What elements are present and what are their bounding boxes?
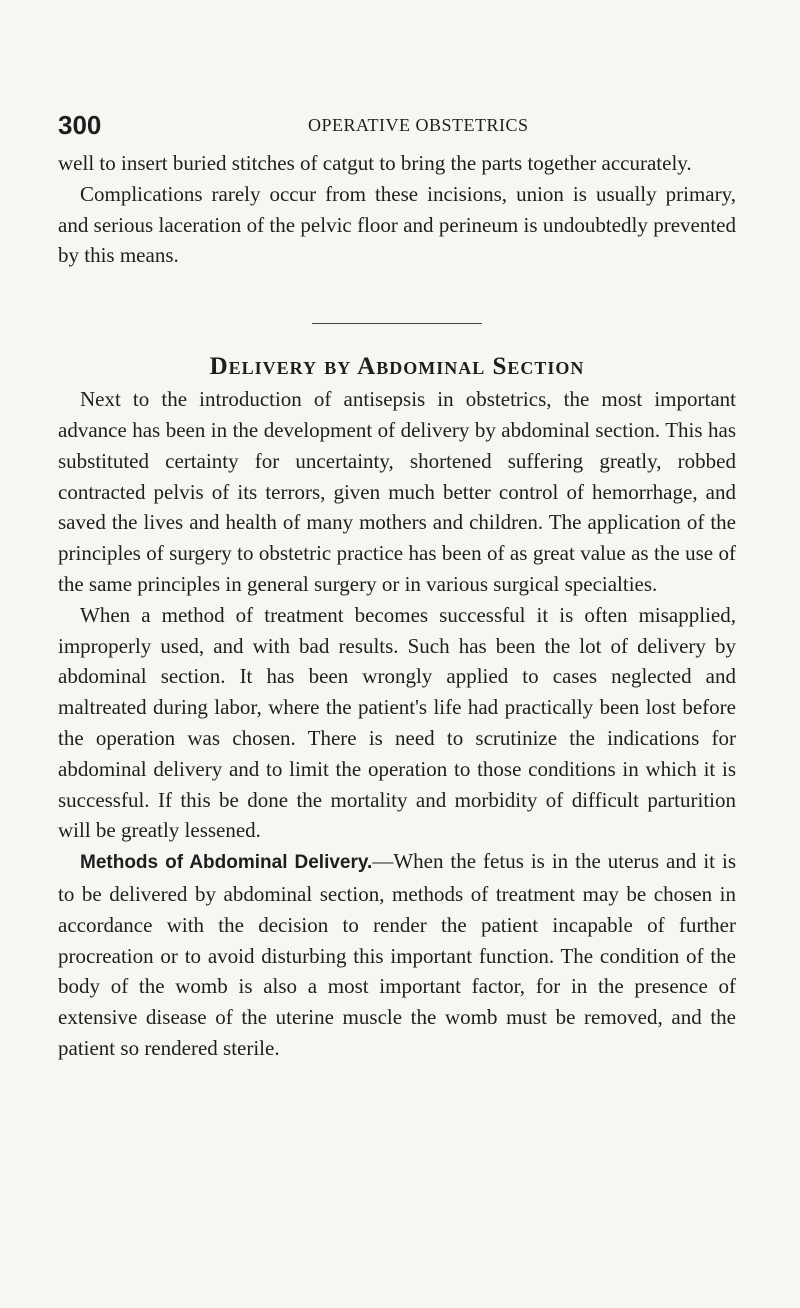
running-title: OPERATIVE OBSTETRICS [308,115,529,135]
running-header [58,108,736,148]
book-page [58,108,736,1064]
paragraph-methods [58,846,736,1064]
page-number: 300 [58,110,102,140]
section-heading: Delivery by Abdominal Section [209,353,585,381]
run-in-heading: Methods of Abdominal Delivery. [80,852,373,874]
paragraph-misapplied: When a method of treatment becomes successful it is often misapplied, improperly used, and with bad results. Such has been the lot of delivery by abdominal section. It has been wrongly applied to cases neglected and maltreated during labor, where the patient's life had practically been lost before the operation was chosen. There is need to scrutinize the indications for abdominal delivery and to limit the operation to those conditions in which it is successful. If this be done the mortality and morbidity of difficult parturition will be greatly lessened. [58,602,736,843]
paragraph-complications: Complications rarely occur from these incisions, union is usually primary, and serious laceration of the pelvic floor and perineum is undoubtedly prevented by this means. [58,181,736,268]
paragraph-continuation: well to insert buried stitches of catgut to bring the parts together accurately. [58,151,692,175]
section-divider [312,323,482,324]
paragraph-antisepsis: Next to the introduction of antisepsis in obstetrics, the most important advance has been in the development of delivery by abdominal section. This has substituted certainty for uncertainty, shortened suffering greatly, robbed contracted pelvis of its terrors, given much better control of hemorrhage, and saved the lives and health of many mothers and children. The application of the principles of surgery to obstetric practice has been of as great value as the use of the same principles in general surgery or in various surgical specialties. [58,387,736,596]
paragraph-methods-text: —When the fetus is in the uterus and it is to be delivered by abdominal section, methods of treatment may be chosen in accordance with the decision to render the patient incapable of further procreation or to avoid disturbing this important function. The condition of the body of the womb is also a most important factor, for in the presence of extensive disease of the uterine muscle the womb must be removed, and the patient so rendered sterile. [58,849,736,1060]
